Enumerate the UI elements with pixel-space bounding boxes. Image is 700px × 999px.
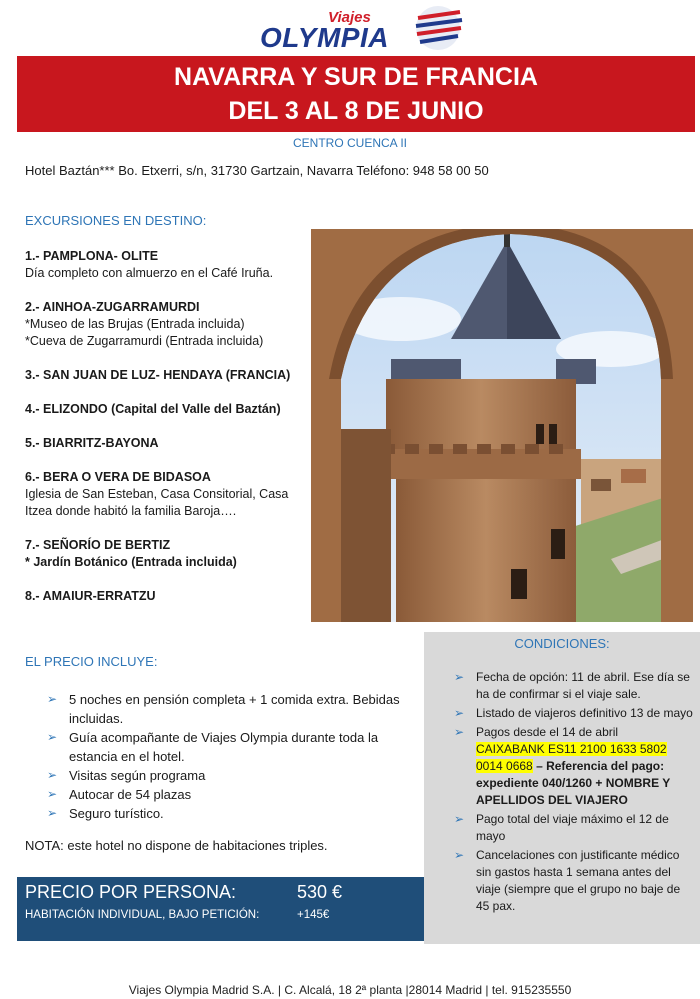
excursion-detail: *Museo de las Brujas (Entrada incluida) [25,317,245,331]
excursion-item [25,367,310,384]
includes-heading: EL PRECIO INCLUYE: [25,654,158,669]
condition-text: Fecha de opción: 11 de abril. Ese día se ha de confirmar si el viaje sale. [476,670,690,701]
conditions-heading: CONDICIONES: [514,636,610,651]
list-item [454,705,694,722]
include-text: Guía acompañante de Viajes Olympia durante toda la estancia en el hotel. [69,730,379,764]
arrow-bullet-icon: ➢ [454,848,465,862]
excursion-item [25,248,310,282]
excursion-title: 4.- ELIZONDO (Capital del Valle del Baztán) [25,402,281,416]
excursion-item [25,537,310,571]
excursion-title: 5.- BIARRITZ-BAYONA [25,436,159,450]
excursion-item [25,435,310,452]
logo-viajes-text: Viajes [328,9,371,26]
price-box [17,877,424,941]
include-text: Seguro turístico. [69,806,164,821]
excursion-title: 6.- BERA O VERA DE BIDASOA [25,470,211,484]
arrow-bullet-icon: ➢ [454,725,465,739]
excursion-detail: Día completo con almuerzo en el Café Iruña. [25,266,274,280]
excursion-item [25,588,310,605]
conditions-list [454,669,694,917]
single-room-label: HABITACIÓN INDIVIDUAL, BAJO PETICIÓN: [25,909,260,921]
list-item [454,811,694,845]
banner-dates: DEL 3 AL 8 DE JUNIO [228,97,484,125]
arrow-bullet-icon: ➢ [454,670,465,684]
list-item [47,766,417,785]
excursions-list [25,248,310,622]
excursion-title: 2.- AINHOA-ZUGARRAMURDI [25,300,200,314]
note-text: NOTA: este hotel no dispone de habitaciones triples. [25,838,328,853]
footer: Viajes Olympia Madrid S.A. | C. Alcalá, 18 2ª planta |28014 Madrid | tel. 915235550 [128,983,572,997]
price-value: 530 € [297,882,343,902]
excursions-heading: EXCURSIONES EN DESTINO: [25,213,207,228]
arrow-bullet-icon: ➢ [454,706,465,720]
excursion-title: 3.- SAN JUAN DE LUZ- HENDAYA (FRANCIA) [25,368,291,382]
payment-reference: – Referencia del pago: expediente 040/1260 + NOMBRE Y APELLIDOS DEL VIAJERO [476,759,670,807]
condition-text: Pago total del viaje máximo el 12 de mayo [476,812,669,843]
excursion-item [25,299,310,350]
excursion-title: 8.- AMAIUR-ERRATZU [25,589,156,603]
list-item [47,785,417,804]
list-item [47,728,417,766]
bank-account: CAIXABANK ES11 2100 1633 5802 0014 0668 [476,742,667,773]
excursion-item [25,469,310,520]
subtitle: CENTRO CUENCA II [292,136,407,150]
single-room-value: +145€ [297,909,330,921]
includes-list [47,690,417,823]
arrow-bullet-icon: ➢ [47,730,58,744]
excursion-item [25,401,310,418]
globe-stripes-icon [408,4,466,52]
list-item [47,804,417,823]
excursion-detail: *Cueva de Zugarramurdi (Entrada incluida) [25,334,264,348]
list-item [454,669,694,703]
list-item [454,724,694,809]
banner-title: NAVARRA Y SUR DE FRANCIA [174,63,538,91]
excursion-detail: * Jardín Botánico (Entrada incluida) [25,555,237,569]
list-item [454,847,694,915]
arrow-bullet-icon: ➢ [47,806,58,820]
excursion-title: 1.- PAMPLONA- OLITE [25,249,159,263]
price-label: PRECIO POR PERSONA: [25,882,237,902]
condition-text: Listado de viajeros definitivo 13 de mayo [476,706,693,720]
arrow-bullet-icon: ➢ [454,812,465,826]
include-text: Visitas según programa [69,768,206,783]
condition-text: Cancelaciones con justificante médico sin gastos hasta 1 semana antes del viaje (siempre que el grupo no baje de 45 pax. [476,848,681,913]
excursion-detail: Iglesia de San Esteban, Casa Consitorial, Casa Itzea donde habitó la familia Baroja…. [25,487,289,518]
arrow-bullet-icon: ➢ [47,692,58,706]
company-logo [258,4,468,54]
conditions-panel [424,632,700,944]
include-text: Autocar de 54 plazas [69,787,192,802]
hotel-info: Hotel Baztán*** Bo. Etxerri, s/n, 31730 Gartzain, Navarra Teléfono: 948 58 00 50 [25,163,489,178]
arrow-bullet-icon: ➢ [47,768,58,782]
list-item [47,690,417,728]
include-text: 5 noches en pensión completa + 1 comida extra. Bebidas incluidas. [69,692,400,726]
logo-olympia-text: OLYMPIA [260,22,389,53]
castle-photo [311,229,693,622]
excursion-title: 7.- SEÑORÍO DE BERTIZ [25,538,171,552]
arrow-bullet-icon: ➢ [47,787,58,801]
title-banner [17,56,695,132]
condition-text: Pagos desde el 14 de abril [476,725,619,739]
